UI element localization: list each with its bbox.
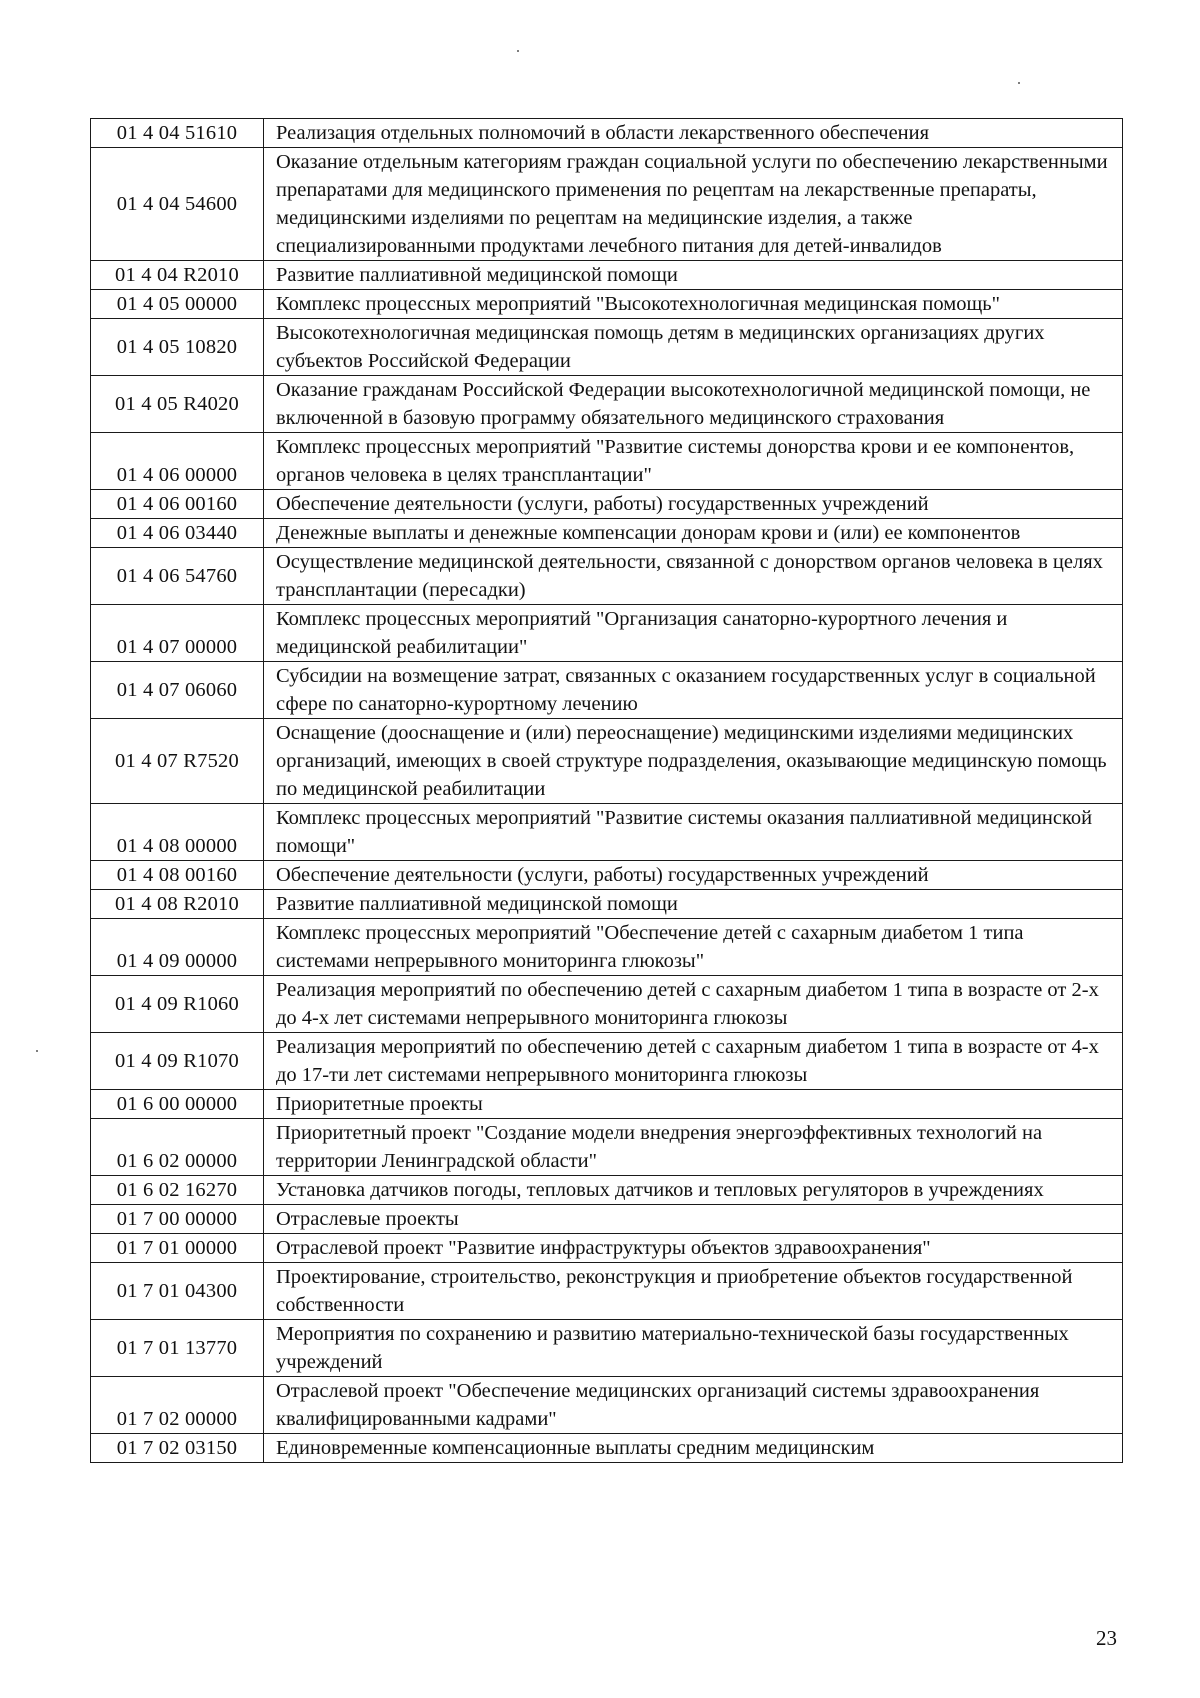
target-code-cell: 01 4 06 54760 (91, 548, 264, 605)
target-code-cell: 01 4 04 54600 (91, 148, 264, 261)
description-cell: Оказание отдельным категориям граждан социальной услуги по обеспечению лекарственными препаратами для медицинского применения по рецептам на лекарственные препараты, медицинскими изделиями по рецептам на медицинские изделия, а также специализированными продуктами лечебного питания для детей-инвалидов (264, 148, 1123, 261)
description-cell: Мероприятия по сохранению и развитию материально-технической базы государственных учреждений (264, 1320, 1123, 1377)
table-row (91, 1033, 1123, 1090)
target-code-cell: 01 4 05 R4020 (91, 376, 264, 433)
target-code-cell: 01 7 02 03150 (91, 1434, 264, 1463)
description-cell: Развитие паллиативной медицинской помощи (264, 890, 1123, 919)
table-row (91, 861, 1123, 890)
table-body (91, 119, 1123, 1463)
table-row (91, 719, 1123, 804)
description-cell: Обеспечение деятельности (услуги, работы) государственных учреждений (264, 490, 1123, 519)
description-cell: Высокотехнологичная медицинская помощь детям в медицинских организациях других субъектов Российской Федерации (264, 319, 1123, 376)
table-row (91, 1263, 1123, 1320)
description-cell: Приоритетные проекты (264, 1090, 1123, 1119)
table-row (91, 319, 1123, 376)
target-code-cell: 01 6 00 00000 (91, 1090, 264, 1119)
table-row (91, 119, 1123, 148)
target-code-cell: 01 4 06 00160 (91, 490, 264, 519)
description-cell: Комплекс процессных мероприятий "Организация санаторно-курортного лечения и медицинской реабилитации" (264, 605, 1123, 662)
target-code-cell: 01 4 04 51610 (91, 119, 264, 148)
target-code-cell: 01 4 07 00000 (91, 605, 264, 662)
table-row (91, 519, 1123, 548)
target-code-cell: 01 4 06 03440 (91, 519, 264, 548)
description-cell: Оснащение (дооснащение и (или) переоснащение) медицинскими изделиями медицинских организаций, имеющих в своей структуре подразделения, оказывающие медицинскую помощь по медицинской реабилитации (264, 719, 1123, 804)
table-row (91, 1434, 1123, 1463)
scan-speck (517, 50, 519, 52)
target-code-cell: 01 6 02 16270 (91, 1176, 264, 1205)
target-code-cell: 01 4 05 10820 (91, 319, 264, 376)
budget-classification-table (90, 118, 1123, 1463)
description-cell: Комплекс процессных мероприятий "Развитие системы оказания паллиативной медицинской помощи" (264, 804, 1123, 861)
description-cell: Комплекс процессных мероприятий "Высокотехнологичная медицинская помощь" (264, 290, 1123, 319)
description-cell: Приоритетный проект "Создание модели внедрения энергоэффективных технологий на территории Ленинградской области" (264, 1119, 1123, 1176)
description-cell: Отраслевой проект "Обеспечение медицинских организаций системы здравоохранения квалифицированными кадрами" (264, 1377, 1123, 1434)
table-row (91, 662, 1123, 719)
table-row (91, 1090, 1123, 1119)
table-row (91, 1205, 1123, 1234)
target-code-cell: 01 4 04 R2010 (91, 261, 264, 290)
table-row (91, 490, 1123, 519)
target-code-cell: 01 7 01 04300 (91, 1263, 264, 1320)
target-code-cell: 01 7 00 00000 (91, 1205, 264, 1234)
table-row (91, 1176, 1123, 1205)
description-cell: Реализация отдельных полномочий в области лекарственного обеспечения (264, 119, 1123, 148)
description-cell: Реализация мероприятий по обеспечению детей с сахарным диабетом 1 типа в возрасте от 2-х до 4-х лет системами непрерывного мониторинга глюкозы (264, 976, 1123, 1033)
description-cell: Осуществление медицинской деятельности, связанной с донорством органов человека в целях трансплантации (пересадки) (264, 548, 1123, 605)
target-code-cell: 01 4 09 R1060 (91, 976, 264, 1033)
description-cell: Отраслевой проект "Развитие инфраструктуры объектов здравоохранения" (264, 1234, 1123, 1263)
description-cell: Единовременные компенсационные выплаты средним медицинским (264, 1434, 1123, 1463)
table-row (91, 261, 1123, 290)
table-row (91, 919, 1123, 976)
description-cell: Установка датчиков погоды, тепловых датчиков и тепловых регуляторов в учреждениях (264, 1176, 1123, 1205)
description-cell: Проектирование, строительство, реконструкция и приобретение объектов государственной собственности (264, 1263, 1123, 1320)
table-row (91, 976, 1123, 1033)
target-code-cell: 01 4 05 00000 (91, 290, 264, 319)
table-row (91, 804, 1123, 861)
target-code-cell: 01 7 02 00000 (91, 1377, 264, 1434)
table-row (91, 605, 1123, 662)
target-code-cell: 01 4 09 00000 (91, 919, 264, 976)
table-row (91, 548, 1123, 605)
description-cell: Денежные выплаты и денежные компенсации донорам крови и (или) ее компонентов (264, 519, 1123, 548)
target-code-cell: 01 4 07 06060 (91, 662, 264, 719)
target-code-cell: 01 4 08 R2010 (91, 890, 264, 919)
table-row (91, 890, 1123, 919)
target-code-cell: 01 4 07 R7520 (91, 719, 264, 804)
target-code-cell: 01 7 01 00000 (91, 1234, 264, 1263)
table-row (91, 1234, 1123, 1263)
target-code-cell: 01 4 06 00000 (91, 433, 264, 490)
scan-speck (36, 1050, 38, 1052)
table-row (91, 433, 1123, 490)
table-row (91, 290, 1123, 319)
table-row (91, 1377, 1123, 1434)
description-cell: Комплекс процессных мероприятий "Обеспечение детей с сахарным диабетом 1 типа системами непрерывного мониторинга глюкозы" (264, 919, 1123, 976)
scan-speck (1018, 82, 1020, 84)
table-row (91, 148, 1123, 261)
description-cell: Субсидии на возмещение затрат, связанных с оказанием государственных услуг в социальной сфере по санаторно-курортному лечению (264, 662, 1123, 719)
table-row (91, 376, 1123, 433)
description-cell: Обеспечение деятельности (услуги, работы) государственных учреждений (264, 861, 1123, 890)
description-cell: Комплекс процессных мероприятий "Развитие системы донорства крови и ее компонентов, органов человека в целях трансплантации" (264, 433, 1123, 490)
target-code-cell: 01 4 08 00000 (91, 804, 264, 861)
target-code-cell: 01 4 08 00160 (91, 861, 264, 890)
description-cell: Отраслевые проекты (264, 1205, 1123, 1234)
target-code-cell: 01 6 02 00000 (91, 1119, 264, 1176)
description-cell: Развитие паллиативной медицинской помощи (264, 261, 1123, 290)
table-row (91, 1320, 1123, 1377)
target-code-cell: 01 4 09 R1070 (91, 1033, 264, 1090)
description-cell: Оказание гражданам Российской Федерации высокотехнологичной медицинской помощи, не включенной в базовую программу обязательного медицинского страхования (264, 376, 1123, 433)
target-code-cell: 01 7 01 13770 (91, 1320, 264, 1377)
table-row (91, 1119, 1123, 1176)
page-number: 23 (1096, 1626, 1117, 1650)
description-cell: Реализация мероприятий по обеспечению детей с сахарным диабетом 1 типа в возрасте от 4-х до 17-ти лет системами непрерывного мониторинга глюкозы (264, 1033, 1123, 1090)
